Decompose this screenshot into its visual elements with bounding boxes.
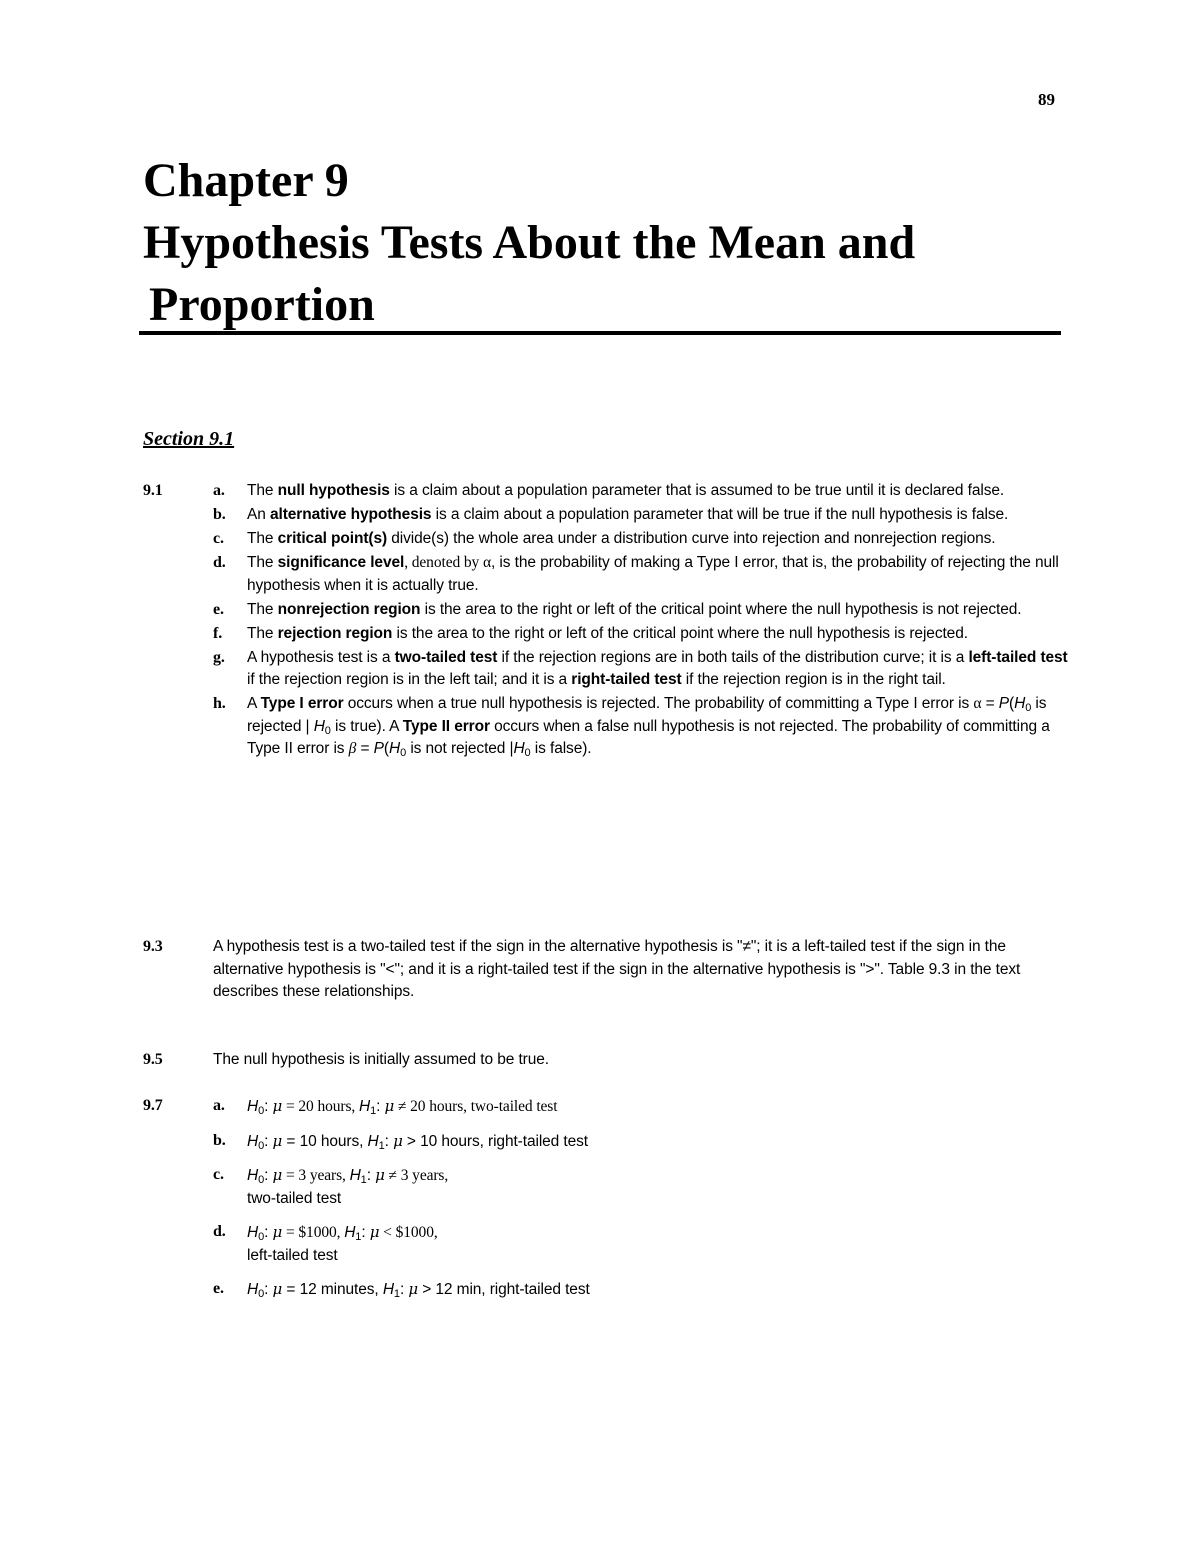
term: alternative hypothesis [269,506,432,523]
term: Type I error [260,695,344,712]
answer-item-d: d. The significance level, denoted by α, is the probability of making a Type I error, that is, the probability of rejecting the null hypothesis when it is actually true. [213,554,1059,594]
problem-number: 9.5 [143,1051,163,1068]
term: left-tailed test [968,648,1068,666]
term: right-tailed test [571,671,682,688]
problem-number: 9.3 [143,938,163,955]
hypothesis-item-d: d. $H_0$: μ = $1000, $H_1$: μ < $1000, left-tailed test [213,1223,438,1264]
term: significance level [277,554,405,571]
answer-item-a: a. The null hypothesis is a claim about a population parameter that is assumed to be true until it is declared false. [213,482,1005,499]
problem-9-1 [143,480,1070,761]
chapter-title-line-1: Hypothesis Tests About the Mean and [143,216,916,269]
alpha-symbol: α [482,554,492,571]
hypothesis-item-e: e. $H_0$: μ = 12 minutes, $H_1$: μ > 12 min, right-tailed test [213,1280,590,1300]
term: Type II error [402,717,490,735]
term: null hypothesis [277,482,390,499]
problem-text: A hypothesis test is a two-tailed test if the sign in the alternative hypothesis is "≠"; it is a left-tailed test if the sign in the alternative hypothesis is "<"; and it is a right-tailed test if the sign in the alternative hypothesis is ">". Table 9.3 in the text describes these relationships. [213,938,1021,1000]
answer-item-b: b. An alternative hypothesis is a claim about a population parameter that will be true if the null hypothesis is false. [213,506,1009,523]
problem-9-7 [143,1095,1070,1302]
page-number: 89 [1038,90,1055,109]
hypothesis-item-a: a. $H_0$: μ = 20 hours, $H_1$: μ ≠ 20 hours, two-tailed test [213,1097,558,1117]
term: two-tailed test [394,648,498,666]
answer-item-g: g. A hypothesis test is a two-tailed test if the rejection regions are in both tails of the distribution curve; it is a left-tailed test if the rejection region is in the left tail; and it is a right-tailed test if the rejection region is in the right tail. [213,648,1068,688]
answer-item-e: e. The nonrejection region is the area to the right or left of the critical point where the null hypothesis is not rejected. [213,600,1022,618]
answer-item-c: c. The critical point(s) divide(s) the whole area under a distribution curve into rejection and nonrejection regions. [213,530,996,547]
problem-9-5 [143,1049,1070,1072]
problem-9-3 [143,936,1070,1004]
chapter-title [143,150,915,336]
hypothesis-item-b: b. $H_0$: μ = 10 hours, $H_1$: μ > 10 hours, right-tailed test [213,1131,588,1152]
title-rule [139,331,1061,335]
hypothesis-item-c: c. $H_0$: μ = 3 years, $H_1$: μ ≠ 3 years, two-tailed test [213,1166,449,1207]
chapter-label: Chapter 9 [143,154,349,207]
problem-number: 9.1 [143,482,163,499]
answer-item-f: f. The rejection region is the area to the right or left of the critical point where the null hypothesis is rejected. [213,624,968,642]
chapter-title-line-2: Proportion [149,278,375,331]
section-heading: Section 9.1 [143,428,235,450]
problem-text: The null hypothesis is initially assumed to be true. [213,1051,549,1068]
term: rejection region [277,624,393,642]
term: critical point(s) [277,530,388,547]
term: nonrejection region [277,600,421,618]
problem-number: 9.7 [143,1097,163,1114]
answer-item-h: h. A Type I error occurs when a true null hypothesis is rejected. The probability of committing a Type I error is $\alpha = P(H_0$ is rejected | $H_0$ is true). A Type II error occurs when a false null hypothesis is not rejected. The probability of committing a Type II error is $\beta = P(H_0$ is not rejected $|H_0$ is false). [213,695,1050,759]
